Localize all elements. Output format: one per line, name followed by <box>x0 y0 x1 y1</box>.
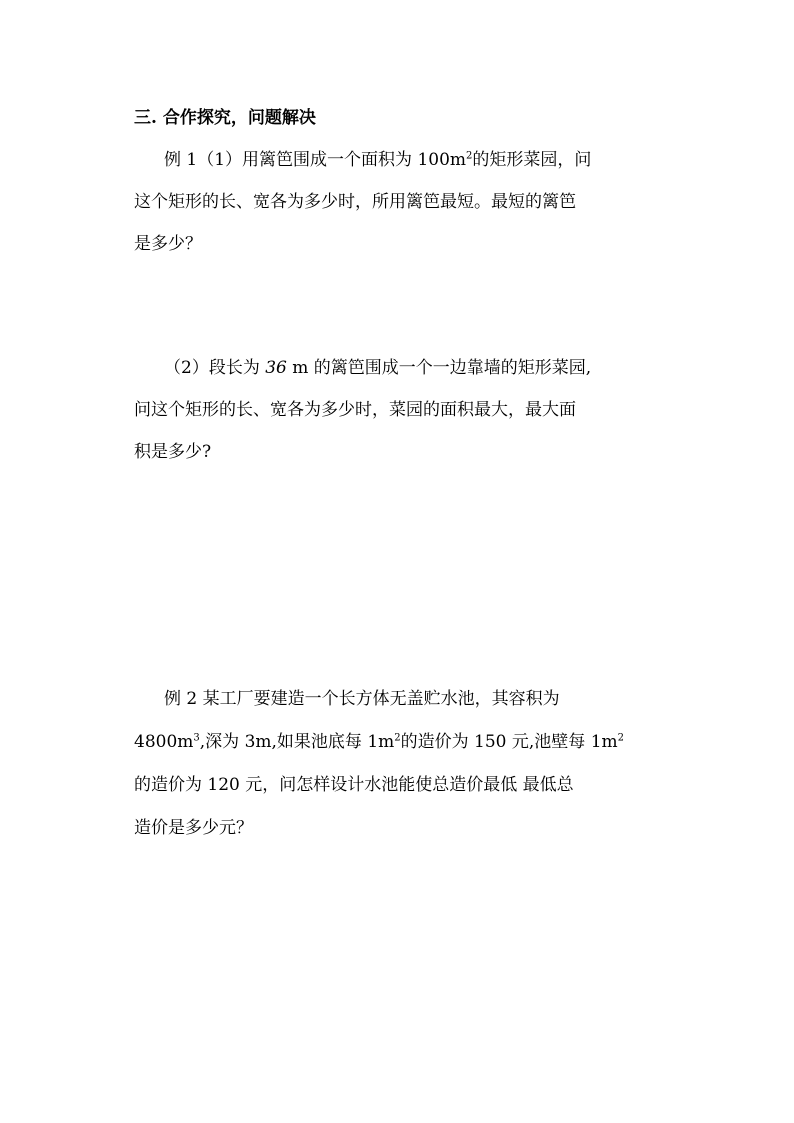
example2-line2-middle: ,深为 3m,如果池底每 1m <box>199 732 395 752</box>
example1-part1-superscript: 2 <box>466 150 473 162</box>
example1-part2-line2: 问这个矩形的长、宽各为多少时，菜园的面积最大，最大面 <box>134 400 576 420</box>
section-heading: 三. 合作探究，问题解决 <box>134 108 316 128</box>
example1-part2-line1 <box>164 358 591 378</box>
example2-superscript-1: 3 <box>193 732 200 744</box>
example2-line4: 造价是多少元？ <box>134 818 253 838</box>
example1-part1-line1 <box>164 150 591 170</box>
example1-part2-line3: 积是多少? <box>134 442 212 462</box>
example2-volume: 4800m <box>134 732 194 752</box>
example2-line2-end: 的造价为 150 元,池壁每 1m <box>400 732 618 752</box>
example1-part1-line1-prefix: 例 1（1）用篱笆围成一个面积为 100m <box>164 150 467 170</box>
example2-superscript-3: 2 <box>617 732 625 744</box>
example2-line3: 的造价为 120 元，问怎样设计水池能使总造价最低 最低总 <box>134 775 574 795</box>
example1-part1-line2: 这个矩形的长、宽各为多少时，所用篱笆最短。最短的篱笆 <box>134 192 576 212</box>
example2-line1: 例 2 某工厂要建造一个长方体无盖贮水池，其容积为 <box>164 689 560 709</box>
example1-part2-line1-prefix: （2）段长为 <box>164 358 266 378</box>
example1-part1-line1-suffix: 的矩形菜园，问 <box>472 150 592 170</box>
example2-superscript-2: 2 <box>394 732 401 744</box>
example1-part1-line3: 是多少？ <box>134 234 202 254</box>
example1-part2-length: 36 <box>265 358 287 378</box>
example1-part2-line1-suffix: m 的篱笆围成一个一边靠墙的矩形菜园, <box>286 358 592 378</box>
example2-line2 <box>134 732 624 752</box>
